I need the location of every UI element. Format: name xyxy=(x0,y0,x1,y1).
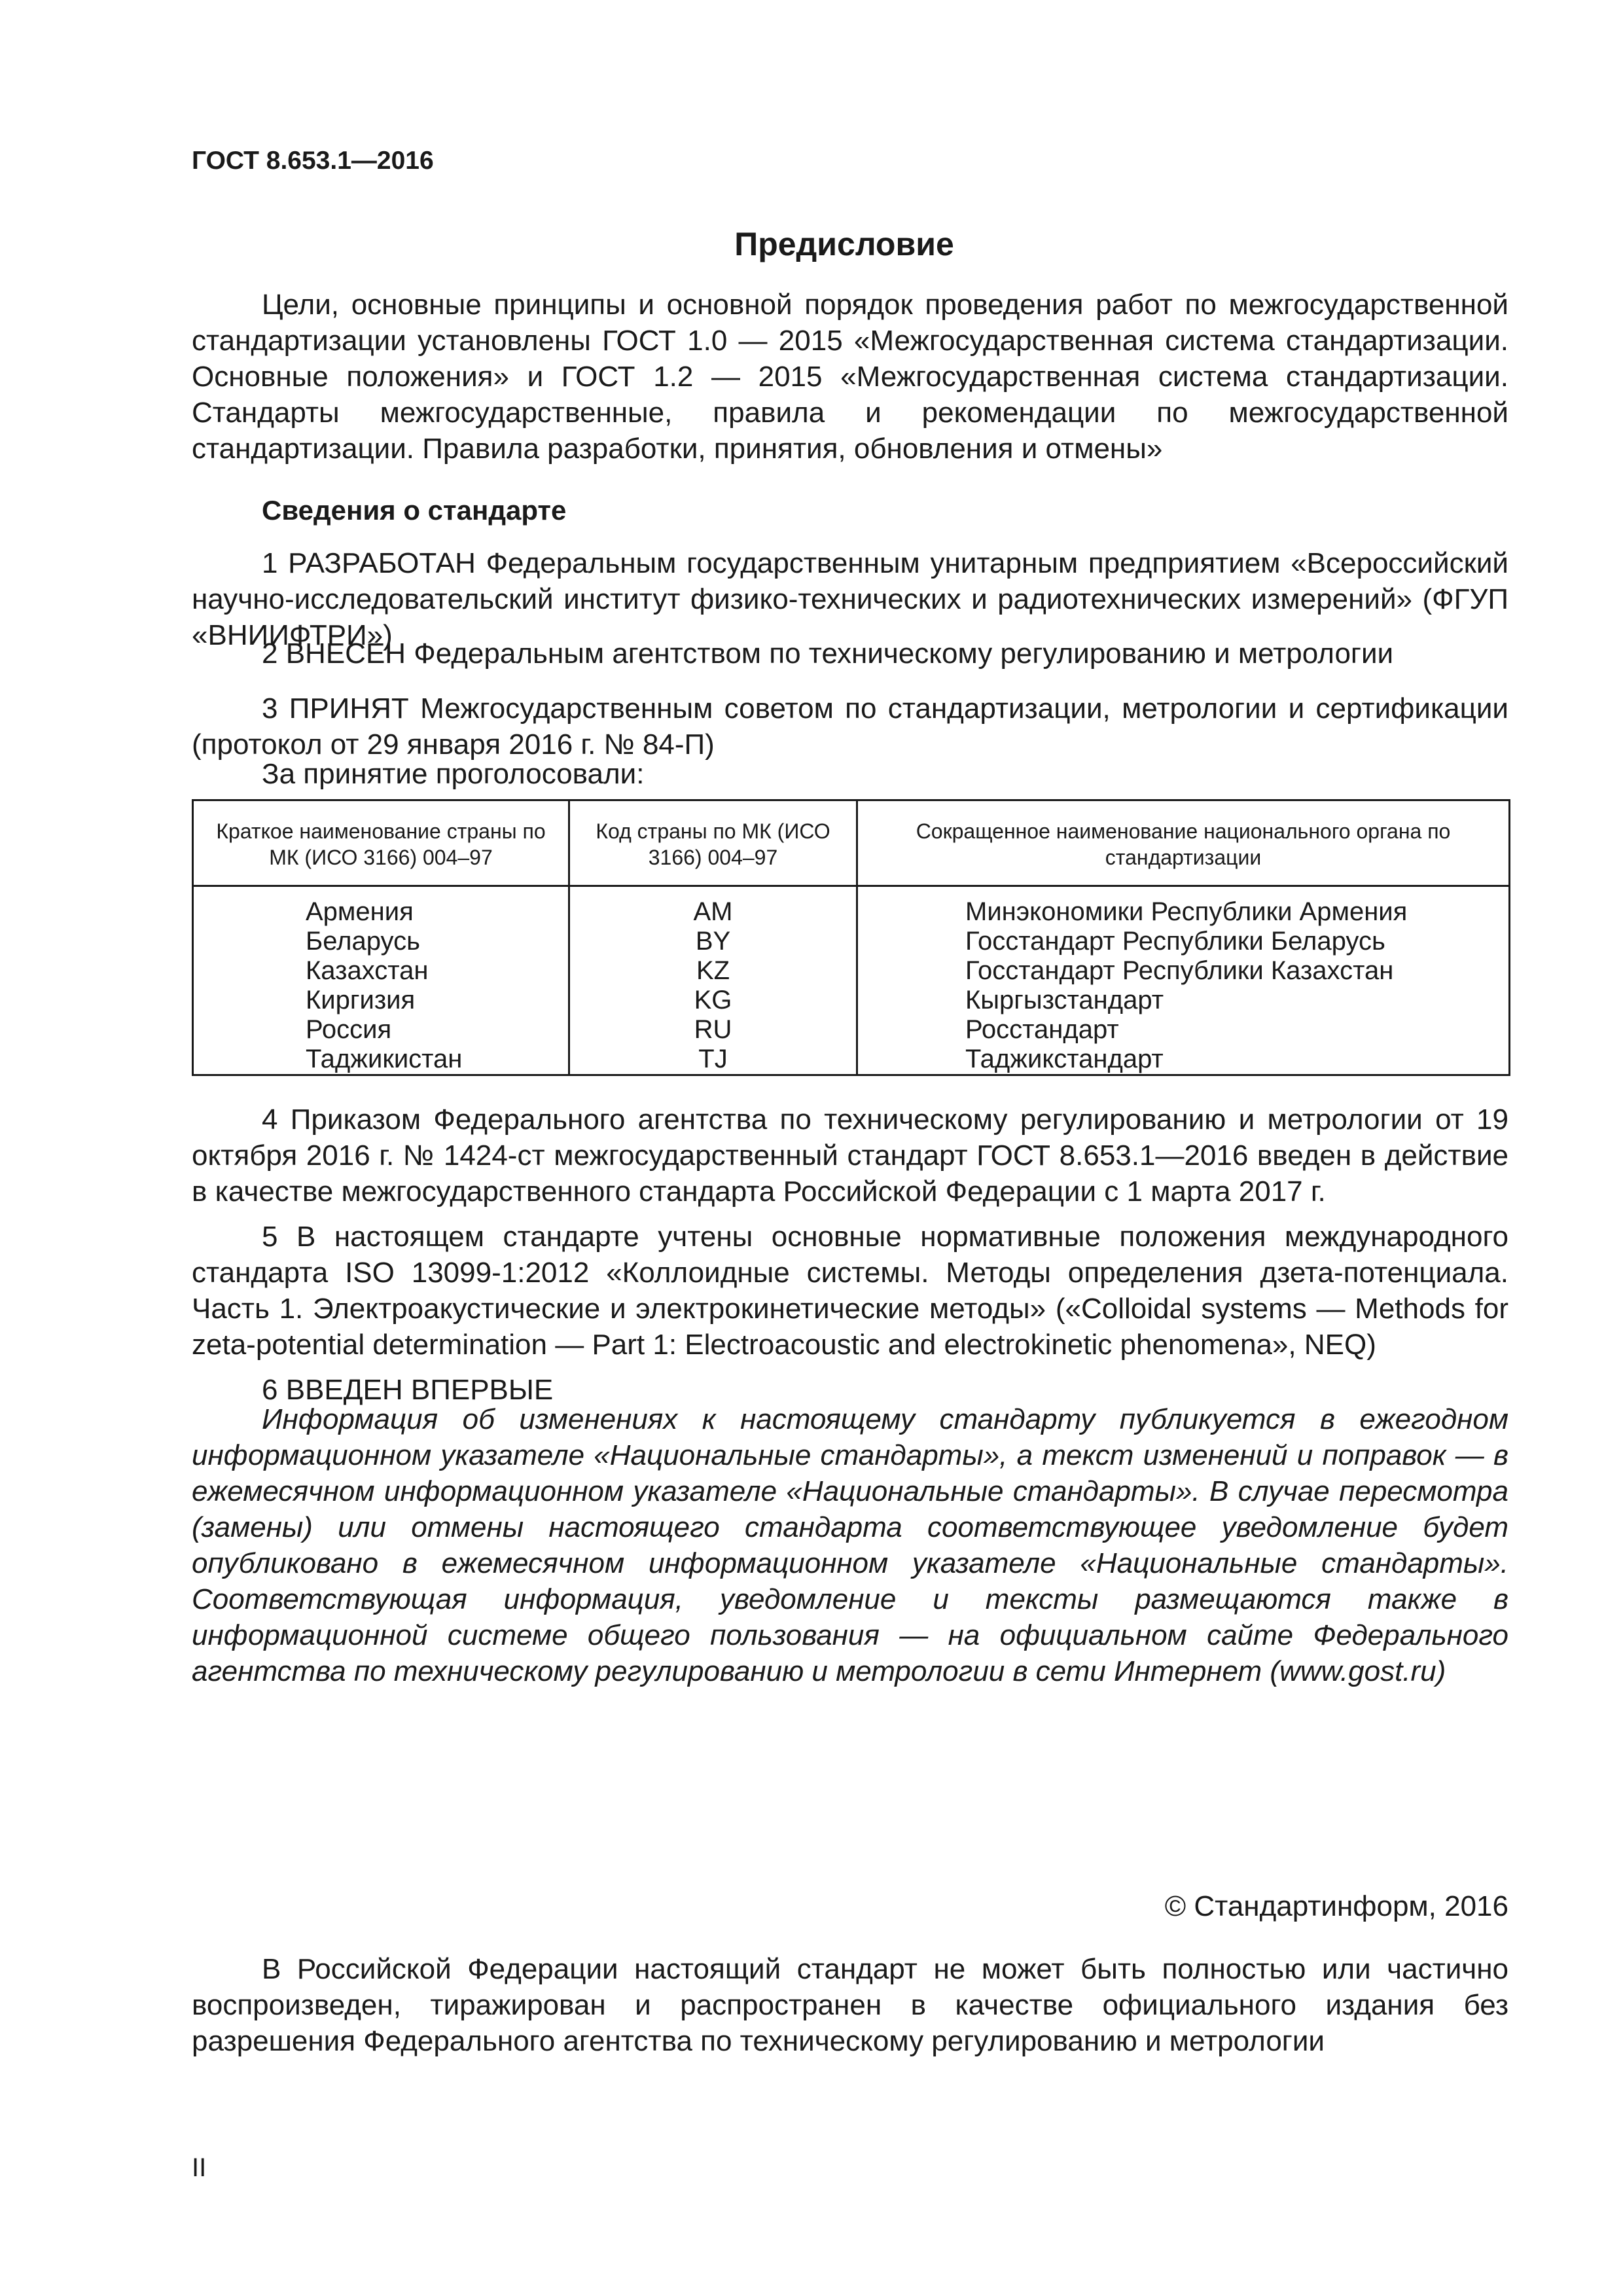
column-header-body: Сокращенное наименование национального органа по стандартизации xyxy=(857,800,1510,886)
code-cell: AM BY KZ KG RU TJ xyxy=(569,886,857,1075)
info-item-4: 4 Приказом Федерального агентства по техническому регулированию и метрологии от 19 октября 2016 г. № 1424-ст межгосударственный стандарт ГОСТ 8.653.1—2016 введен в действие в качестве межгосударственного стандарта Российской Федерации с 1 марта 2017 г. xyxy=(192,1103,1508,1208)
copyright: © Стандартинформ, 2016 xyxy=(1164,1890,1508,1922)
voting-table xyxy=(192,799,1510,1076)
info-heading: Сведения о стандарте xyxy=(262,495,567,526)
column-header-country: Краткое наименование страны по МК (ИСО 3166) 004–97 xyxy=(193,800,569,886)
column-header-code: Код страны по МК (ИСО 3166) 004–97 xyxy=(569,800,857,886)
amendments-notice: Информация об изменениях к настоящему стандарту публикуется в ежегодном информационном указателе «Национальные стандарты», а текст изменений и поправок — в ежемесячном информационном указателе «Национальные стандарты». В случае пересмотра (замены) или отмены настоящего стандарта соответствующее уведомление будет опубликовано в ежемесячном информационном указателе «Национальные стандарты». Соответствующая информация, уведомление и тексты размещаются также в информационной системе общего пользования — на официальном сайте Федерального агентства по техническому регулированию и метрологии в сети Интернет (www.gost.ru) xyxy=(192,1403,1508,1687)
reproduction-rights: В Российской Федерации настоящий стандарт не может быть полностью или частично воспроизведен, тиражирован и распространен в качестве официального издания без разрешения Федерального агентства по техническому регулированию и метрологии xyxy=(192,1953,1508,2057)
table-row xyxy=(193,886,1510,1075)
info-item-3: 3 ПРИНЯТ Межгосударственным советом по стандартизации, метрологии и сертификации (протокол от 29 января 2016 г. № 84-П) xyxy=(192,692,1508,761)
preface-intro: Цели, основные принципы и основной порядок проведения работ по межгосударственной стандартизации установлены ГОСТ 1.0 — 2015 «Межгосударственная система стандартизации. Основные положения» и ГОСТ 1.2 — 2015 «Межгосударственная система стандартизации. Стандарты межгосударственные, правила и рекомендации по межгосударственной стандартизации. Правила разработки, принятия, обновления и отмены» xyxy=(192,289,1508,465)
info-item-6: 6 ВВЕДЕН ВПЕРВЫЕ xyxy=(262,1374,554,1406)
page-number: II xyxy=(192,2153,207,2182)
votes-label: За принятие проголосовали: xyxy=(262,758,645,790)
preface-title: Предисловие xyxy=(734,226,954,262)
info-item-1: 1 РАЗРАБОТАН Федеральным государственным унитарным предприятием «Всероссийский научно-исследовательский институт физико-технических и радиотехнических измерений» (ФГУП «ВНИИФТРИ») xyxy=(192,547,1508,651)
country-cell: Армения Беларусь Казахстан Киргизия Россия Таджикистан xyxy=(306,897,463,1073)
info-item-5: 5 В настоящем стандарте учтены основные нормативные положения международного стандарта ISO 13099-1:2012 «Коллоидные системы. Методы определения дзета-потенциала. Часть 1. Электроакустические и электрокинетические методы» («Colloidal systems — Methods for zeta-potential determination — Part 1: Electroacoustic and electrokinetic phenomena», NEQ) xyxy=(192,1221,1508,1361)
standards-body-cell: Минэкономики Республики Армения Госстандарт Республики Беларусь Госстандарт Республики Казахстан Кыргызстандарт Росстандарт Таджикстандарт xyxy=(857,886,1510,1075)
document-code: ГОСТ 8.653.1—2016 xyxy=(192,147,434,175)
table-header-row xyxy=(193,800,1510,886)
info-item-2: 2 ВНЕСЕН Федеральным агентством по техническому регулированию и метрологии xyxy=(262,637,1394,670)
